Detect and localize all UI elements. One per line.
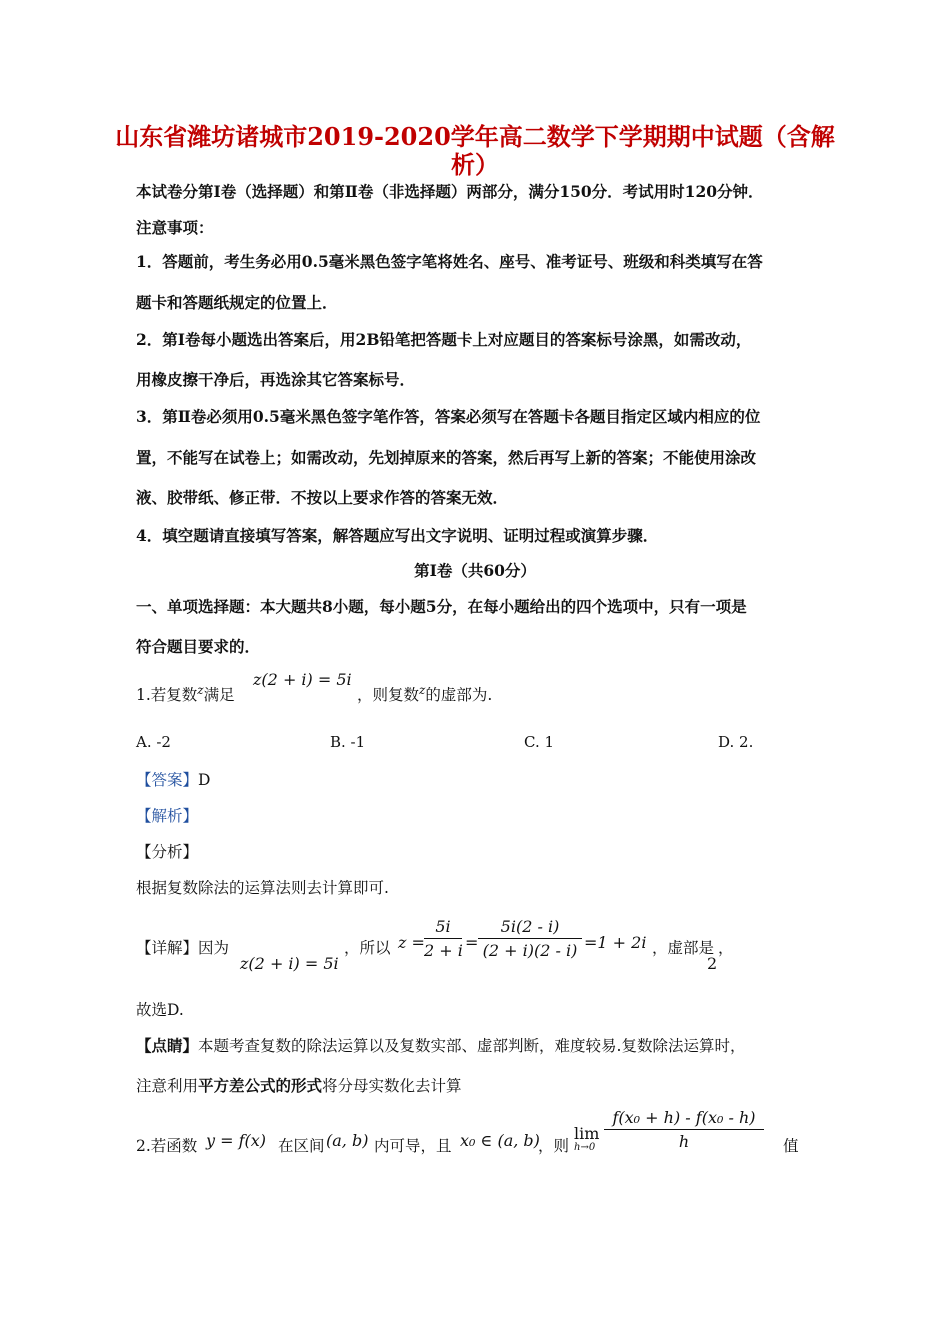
q2-numerator: f(x₀ + h) - f(x₀ - h) [612,1108,756,1127]
detail-given-equation: z(2 + i) = 5i [240,954,339,973]
q2-x0-in: x₀ ∈ (a, b) [460,1131,540,1150]
notice-4-line1: 4．填空题请直接填写答案，解答题应写出文字说明、证明过程或演算步骤． [136,526,659,545]
notice-heading: 注意事项： [136,218,214,237]
q2-interval: (a, b) [326,1131,369,1150]
q1-option-a: A. -2 [136,733,171,751]
comment-text: 本题考查复数的除法运算以及复数实部、虚部判断，难度较易.复数除法运算时， [198,1037,746,1055]
detail-label: 【详解】 [136,939,199,957]
frac1-bar [424,938,462,939]
notice-1-line2: 题卡和答题纸规定的位置上． [136,293,338,312]
q2-denominator: h [678,1132,690,1151]
detail-line [136,936,229,958]
frac2-numerator: 5i(2 - i) [500,917,560,936]
q1-answer [136,768,210,790]
q2-lim-sub: h→0 [574,1142,596,1153]
frac1-denominator: 2 + i [424,941,463,960]
frac2-denominator: (2 + i)(2 - i) [482,941,578,960]
document-title-line1: 山东省潍坊诸城市2019-2020学年高二数学下学期期中试题（含解 [115,122,835,151]
detail-imag-value: 2 [707,954,718,973]
answer-label: 【答案】 [136,771,199,789]
q1-suffix2-text: 的虚部为. [425,686,493,705]
intro-text: 本试卷分第Ⅰ卷（选择题）和第Ⅱ卷（非选择题）两部分，满分150分．考试用时120分钟． [136,182,764,201]
fenxi-label: 【分析】 [136,843,199,861]
q2-tail: 值 [783,1137,799,1155]
analysis-label: 【解析】 [136,807,199,825]
part-heading-line1: 一、单项选择题：本大题共8小题，每小题5分，在每小题给出的四个选项中，只有一项是 [136,597,747,616]
q1-mid: 满足 [203,686,235,705]
q2-function: y = f(x) [206,1131,267,1150]
q1-option-c: C. 1 [524,733,555,751]
comment-line2-a: 注意利用 [136,1077,199,1095]
detail-so: ，所以 [344,939,391,957]
q2-mid: 在区间 [278,1137,325,1155]
notice-3-line3: 液、胶带纸、修正带．不按以上要求作答的答案无效． [136,488,509,507]
comment-line1 [136,1034,745,1056]
choose-text: 故选D. [136,1001,184,1019]
comment-line2 [136,1074,462,1096]
notice-3-line2: 置，不能写在试卷上；如需改动，先划掉原来的答案，然后再写上新的答案；不能使用涂改 [136,448,757,467]
q1-option-d: D. 2. [718,733,754,751]
notice-2-line2: 用橡皮擦干净后，再选涂其它答案标号． [136,370,416,389]
comment-line2-b: 平方差公式的形式 [198,1076,323,1095]
document-title-line2: 析） [451,150,499,179]
notice-1-line1: 1．答题前，考生务必用0.5毫米黑色签字笔将姓名、座号、准考证号、班级和科类填写在答 [136,252,763,271]
q1-suffix-text: ，则复数 [357,686,420,705]
section-title: 第Ⅰ卷（共60分） [414,561,536,580]
detail-because: 因为 [198,939,230,957]
answer-value: D [198,771,211,789]
detail-fraction-1 [424,917,462,960]
q2-lim: lim [574,1124,600,1143]
q2-prefix: 2.若函数 [136,1137,198,1155]
frac2-bar [478,938,582,939]
fenxi-text: 根据复数除法的运算法则去计算即可. [136,879,389,897]
q2-then: ，则 [538,1137,570,1155]
detail-result: =1 + 2i [584,933,647,952]
detail-imag-text: ，虚部是 [652,939,715,957]
part-heading-line2: 符合题目要求的． [136,637,261,656]
detail-comma: ， [718,939,734,957]
notice-2-line1: 2．第Ⅰ卷每小题选出答案后，用2B铅笔把答题卡上对应题目的答案标号涂黑，如需改动， [136,330,752,349]
q1-var-z-2: z [419,683,426,697]
q1-suffix [357,683,492,705]
detail-z-equals: z = [398,933,425,952]
comment-line2-c: 将分母实数化去计算 [322,1077,462,1095]
question-1 [136,683,235,705]
comment-label: 【点睛】 [136,1036,199,1055]
notice-3-line1: 3．第Ⅱ卷必须用0.5毫米黑色签字笔作答，答案必须写在答题卡各题目指定区域内相应的位 [136,407,761,426]
q2-fraction [604,1108,764,1151]
detail-equals: = [465,933,479,952]
q1-equation: z(2 + i) = 5i [253,670,352,689]
q1-option-b: B. -1 [330,733,366,751]
detail-fraction-2 [478,917,582,960]
q1-var-z: z [197,683,204,697]
q1-prefix: 1.若复数 [136,686,198,705]
q2-mid2: 内可导，且 [374,1137,452,1155]
q2-fraction-bar [604,1129,764,1130]
frac1-numerator: 5i [435,917,451,936]
